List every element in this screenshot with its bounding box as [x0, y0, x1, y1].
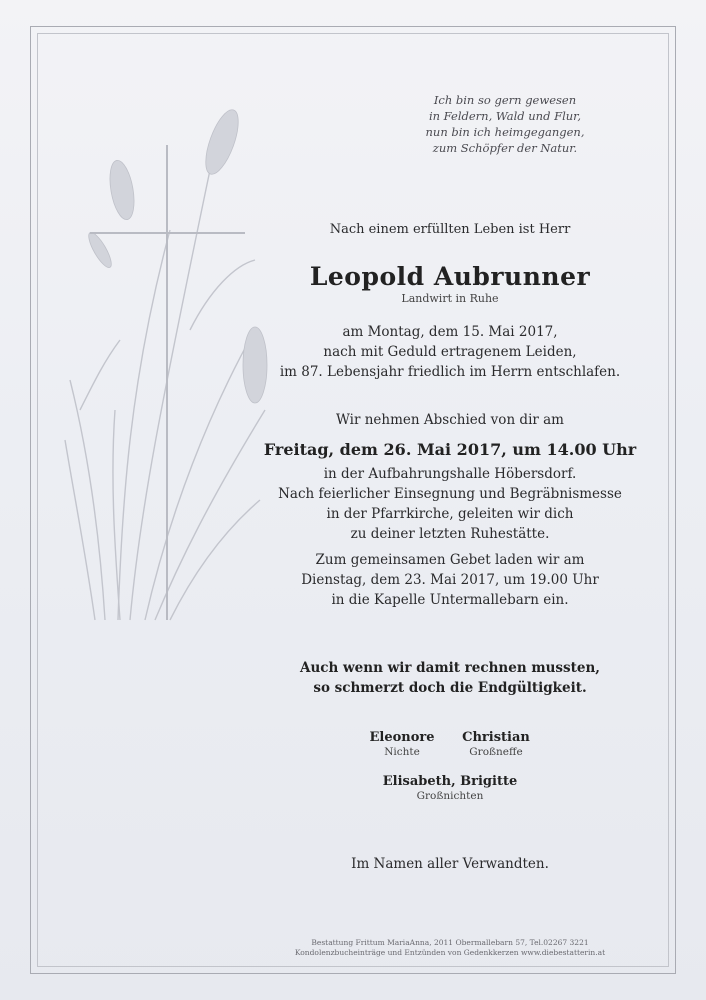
footer-line: Bestattung Frittum MariaAnna, 2011 Obermallebarn 57, Tel.02267 3221: [311, 938, 589, 947]
quote-line: Auch wenn wir damit rechnen mussten,: [300, 660, 600, 676]
poem-line: nun bin ich heimgegangen,: [425, 125, 585, 139]
ceremony-line: in der Aufbahrungshalle Höbersdorf.: [323, 466, 577, 482]
poem-line: Ich bin so gern gewesen: [433, 93, 577, 107]
ceremony-line: in der Pfarrkirche, geleiten wir dich: [326, 506, 574, 522]
mourner-elisabeth-brigitte: [360, 774, 540, 802]
mourner-relation: Großnichten: [416, 790, 484, 802]
death-line: im 87. Lebensjahr friedlich im Herrn entschlafen.: [279, 364, 621, 380]
poem-line: in Feldern, Wald und Flur,: [428, 109, 582, 123]
closing-quote: [240, 658, 660, 698]
mourner-name: Eleonore: [369, 730, 435, 745]
mourner-name: Elisabeth, Brigitte: [382, 774, 518, 789]
mourner-name: Christian: [462, 730, 530, 745]
prayer-line: Dienstag, dem 23. Mai 2017, um 19.00 Uhr: [301, 572, 599, 588]
signoff: Im Namen aller Verwandten.: [351, 856, 549, 872]
poem: [400, 92, 610, 156]
poem-line: zum Schöpfer der Natur.: [432, 141, 578, 155]
mourner-relation: Großneffe: [469, 746, 523, 758]
ceremony-details: [240, 464, 660, 544]
death-details: [240, 322, 660, 382]
mourner-christian: [436, 730, 556, 758]
intro-text: Nach einem erfüllten Leben ist Herr: [329, 222, 571, 237]
prayer-line: Zum gemeinsamen Gebet laden wir am: [315, 552, 585, 568]
farewell-text: Wir nehmen Abschied von dir am: [336, 412, 564, 428]
deceased-profession: Landwirt in Ruhe: [401, 292, 499, 305]
prayer-line: in die Kapelle Untermallebarn ein.: [331, 592, 569, 608]
deceased-name: Leopold Aubrunner: [309, 262, 591, 291]
undertaker-footer: [240, 938, 660, 958]
prayer-details: [240, 550, 660, 610]
death-line: nach mit Geduld ertragenem Leiden,: [323, 344, 577, 360]
ceremony-line: Nach feierlicher Einsegnung und Begräbnismesse: [278, 486, 622, 502]
funeral-date: Freitag, dem 26. Mai 2017, um 14.00 Uhr: [263, 440, 637, 459]
ceremony-line: zu deiner letzten Ruhestätte.: [350, 526, 550, 542]
quote-line: so schmerzt doch die Endgültigkeit.: [313, 680, 587, 696]
death-line: am Montag, dem 15. Mai 2017,: [342, 324, 558, 340]
mourner-relation: Nichte: [384, 746, 420, 758]
footer-line: Kondolenzbucheinträge und Entzünden von Gedenkkerzen www.diebestatterin.at: [294, 948, 606, 957]
